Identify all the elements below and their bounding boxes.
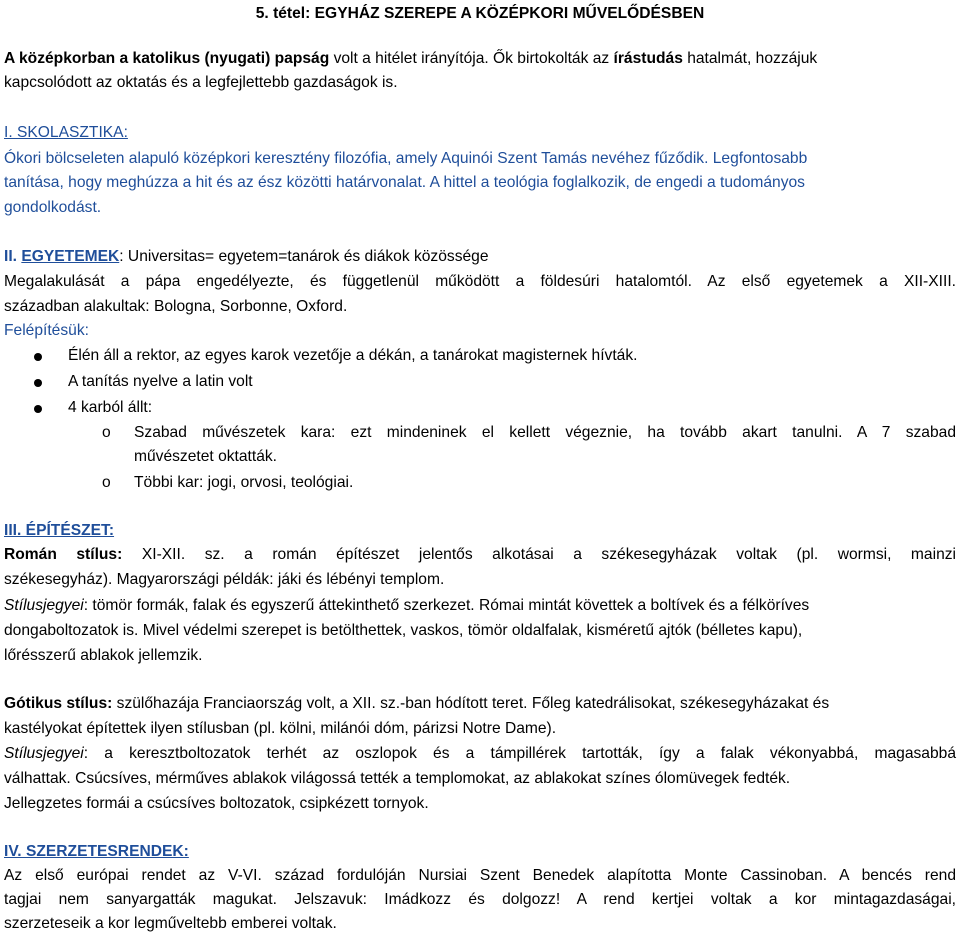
szerzetesrendek-line-2: tagjai nem sanyargatták magukat. Jelszavuk: Imádkozz és dolgozz! A rend kertjei voltak a kor mintagazdaságai,	[4, 891, 956, 908]
intro-line-1	[4, 47, 956, 70]
bullet-dot	[34, 353, 42, 361]
stilusjegyei-label: Stílusjegyei	[4, 597, 84, 614]
gothic-line-1: Gótikus stílus: szülőhazája Franciaország volt, a XII. sz.-ban hódított teret. Főleg katedrálisokat, székesegyházakat és	[4, 695, 830, 712]
subbullet-item: Többi kar: jogi, orvosi, teológiai.	[134, 474, 354, 491]
bullet-item: 4 karból állt:	[68, 399, 153, 416]
szerzetesrendek-line-3: szerzeteseik a kor legműveltebb emberei voltak.	[4, 915, 337, 932]
gothic-line-2: kastélyokat építettek ilyen stílusban (pl. kölni, milánói dóm, párizsi Notre Dame).	[4, 720, 557, 737]
roman-style-line-3: lőrésszerű ablakok jellemzik.	[4, 647, 203, 664]
section-skolasztika-heading: I. SKOLASZTIKA:	[4, 124, 128, 141]
subbullet-marker: o	[102, 424, 111, 441]
roman-line-2: székesegyház). Magyarországi példák: jáki és lébényi templom.	[4, 571, 445, 588]
egyetemek-definition: : Universitas= egyetem=tanárok és diákok közössége	[119, 248, 489, 265]
skolasztika-line-3: gondolkodást.	[4, 199, 102, 216]
egyetemek-line-1: Megalakulását a pápa engedélyezte, és függetlenül működött a földesúri hatalomtól. Az első egyetemek a XII-XIII.	[4, 273, 956, 290]
section-egyetemek-heading	[4, 245, 956, 268]
stilusjegyei-label: Stílusjegyei	[4, 745, 84, 762]
skolasztika-line-1: Ókori bölcseleten alapuló középkori keresztény filozófia, amely Aquinói Szent Tamás nevéhez fűződik. Legfontosabb	[4, 150, 808, 167]
bullet-item: Élén áll a rektor, az egyes karok vezetője a dékán, a tanárokat magisternek hívták.	[68, 347, 638, 364]
intro-text: volt a hitélet irányítója. Ők birtokolták az	[329, 50, 614, 67]
intro-bold-papsag: A középkorban a katolikus (nyugati) papság	[4, 50, 330, 67]
intro-line-2: kapcsolódott az oktatás és a legfejlettebb gazdaságok is.	[4, 74, 398, 91]
gothic-style-line-2: válhattak. Csúcsíves, mérműves ablakok világossá tették a templomokat, az ablakokat színes ólomüvegek fedték.	[4, 770, 791, 787]
subbullet-item-cont: művészetet oktatták.	[134, 448, 278, 465]
gothic-style-line-1: Stílusjegyei: a keresztboltozatok terhét az oszlopok és a támpillérek tartották, így a falak vékonyabbá, magasabbá	[4, 745, 956, 762]
section-epiteszet-heading: III. ÉPÍTÉSZET:	[4, 522, 115, 539]
gothic-style-line-3: Jellegzetes formái a csúcsíves boltozatok, csipkézett tornyok.	[4, 795, 429, 812]
szerzetesrendek-line-1: Az első európai rendet az V-VI. század fordulóján Nursiai Szent Benedek alapította Monte Cassinoban. A bencés rend	[4, 867, 956, 884]
roman-style-line-2: dongaboltozatok is. Mivel védelmi szerepet is betölthettek, vaskos, tömör oldalfalak, kisméretű ajtók (bélletes kapu),	[4, 622, 803, 639]
bullet-item: A tanítás nyelve a latin volt	[68, 373, 253, 390]
bullet-dot	[34, 379, 42, 387]
skolasztika-line-2: tanítása, hogy meghúzza a hit és az ész közötti határvonalat. A hittel a teológia foglalkozik, de engedi a tudományos	[4, 174, 805, 191]
bullet-dot	[34, 405, 42, 413]
section-szerzetesrendek-heading: IV. SZERZETESRENDEK:	[4, 843, 189, 860]
roman-line-1: Román stílus: XI-XII. sz. a román építészet jelentős alkotásai a székesegyházak voltak (pl. wormsi, mainzi	[4, 546, 956, 563]
section-number: II.	[4, 248, 22, 265]
felepitesuk-label: Felépítésük:	[4, 322, 89, 339]
subbullet-item: Szabad művészetek kara: ezt mindeninek el kellett végeznie, ha tovább akart tanulni. A 7 szabad	[134, 424, 956, 441]
intro-text-end: hatalmát, hozzájuk	[682, 50, 818, 67]
intro-bold-irastudas: írástudás	[613, 50, 683, 67]
roman-style-line-1: Stílusjegyei: tömör formák, falak és egyszerű áttekinthető szerkezet. Római mintát követtek a boltívek és a félköríves	[4, 597, 810, 614]
egyetemek-line-2: században alakultak: Bologna, Sorbonne, Oxford.	[4, 298, 348, 315]
page-title: 5. tétel: EGYHÁZ SZEREPE A KÖZÉPKORI MŰVELŐDÉSBEN	[255, 5, 705, 22]
subbullet-marker: o	[102, 474, 111, 491]
egyetemek-title: EGYETEMEK	[21, 248, 120, 265]
roman-label: Román stílus:	[4, 546, 123, 563]
gothic-label: Gótikus stílus:	[4, 695, 113, 712]
